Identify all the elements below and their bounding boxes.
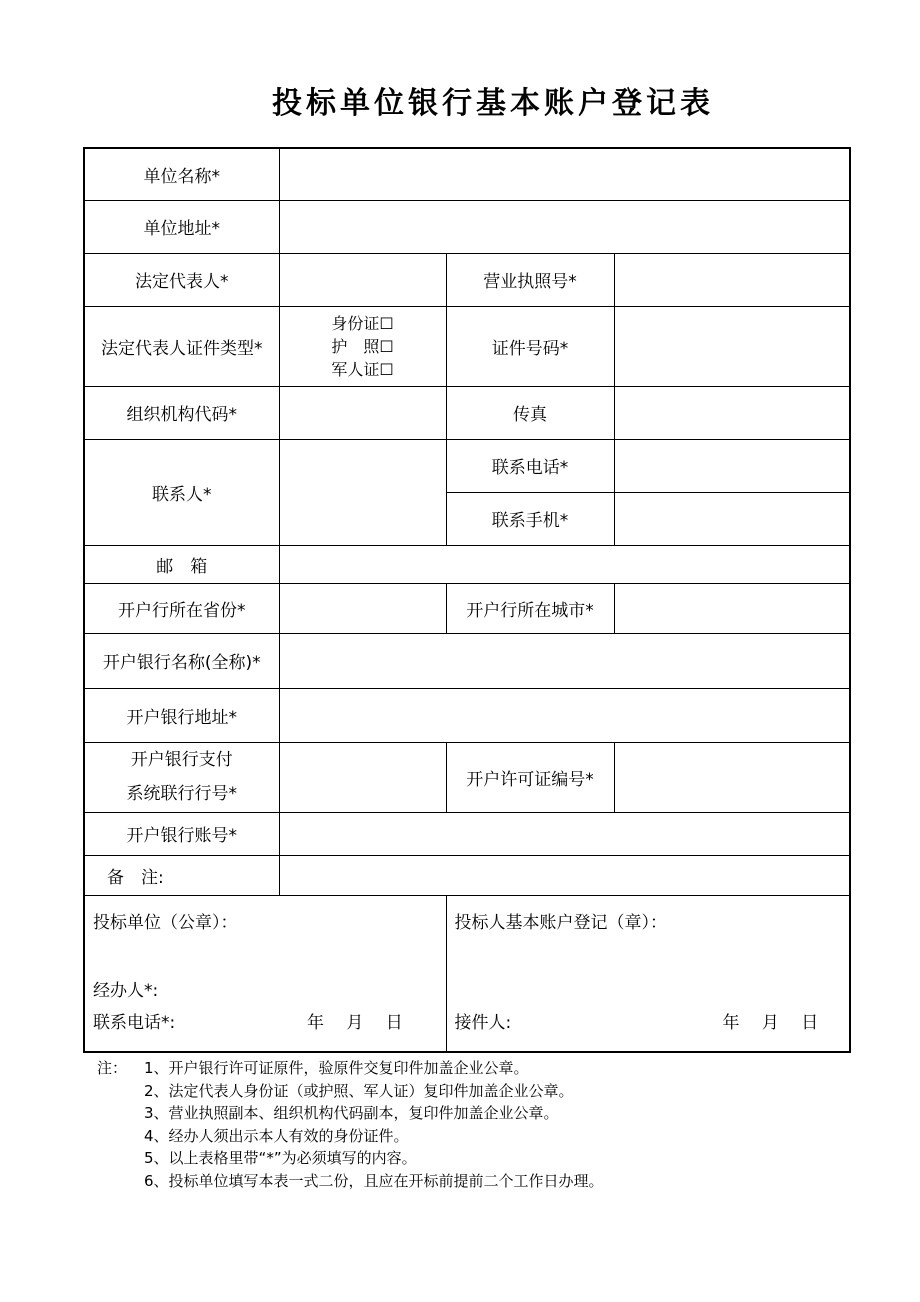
bank-city-label: 开户行所在城市* [446, 583, 614, 633]
mobile-label: 联系手机* [446, 492, 614, 545]
license-no-label: 营业执照号* [446, 253, 614, 306]
org-code-label: 组织机构代码* [84, 386, 279, 439]
left-date: 年 月 日 [307, 1012, 403, 1033]
notes-label: 注： [97, 1059, 128, 1077]
fax-field[interactable] [614, 386, 850, 439]
page-title: 投标单位银行基本账户登记表 [272, 86, 714, 121]
right-date: 年 月 日 [722, 1012, 819, 1033]
bank-address-field[interactable] [279, 688, 850, 742]
payment-system-no-field[interactable] [279, 742, 446, 812]
unit-address-label: 单位地址* [84, 200, 279, 253]
id-option-id-card[interactable]: 身份证☐ [331, 313, 394, 333]
bidder-seal-label: 投标单位（公章）： [93, 912, 238, 933]
bank-name-label: 开户银行名称(全称)* [84, 633, 279, 688]
handler-label: 经办人*: [93, 980, 159, 1001]
email-label: 邮 箱 [84, 545, 279, 583]
bank-name-field[interactable] [279, 633, 850, 688]
registration-form [83, 147, 851, 1053]
legal-id-type-label: 法定代表人证件类型* [84, 306, 279, 386]
contact-label: 联系人* [84, 439, 279, 545]
payment-system-no-line2: 系统联行行号* [126, 784, 237, 804]
left-phone-label: 联系电话*: [93, 1012, 176, 1033]
payment-system-no-label [84, 742, 279, 812]
bank-province-field[interactable] [279, 583, 446, 633]
registration-seal-label: 投标人基本账户登记（章）： [454, 912, 667, 933]
legal-rep-label: 法定代表人* [84, 253, 279, 306]
remark-field[interactable] [279, 855, 850, 895]
fax-label: 传真 [446, 386, 614, 439]
unit-address-field[interactable] [279, 200, 850, 253]
note-item: 4、经办人须出示本人有效的身份证件。 [144, 1126, 409, 1145]
receiver-label: 接件人: [454, 1012, 512, 1033]
payment-system-no-line1: 开户银行支付 [130, 750, 233, 770]
notes-section [97, 1057, 604, 1192]
unit-name-label: 单位名称* [84, 148, 279, 200]
permit-no-label: 开户许可证编号* [446, 742, 614, 812]
account-no-label: 开户银行账号* [84, 812, 279, 855]
bidder-seal-area[interactable] [84, 895, 446, 1052]
id-type-options [279, 306, 446, 386]
note-item: 6、投标单位填写本表一式二份，且应在开标前提前二个工作日办理。 [144, 1171, 604, 1190]
org-code-field[interactable] [279, 386, 446, 439]
mobile-field[interactable] [614, 492, 850, 545]
account-no-field[interactable] [279, 812, 850, 855]
id-number-label: 证件号码* [446, 306, 614, 386]
email-field[interactable] [279, 545, 850, 583]
id-option-passport[interactable]: 护 照☐ [331, 336, 394, 356]
id-number-field[interactable] [614, 306, 850, 386]
legal-rep-field[interactable] [279, 253, 446, 306]
unit-name-field[interactable] [279, 148, 850, 200]
phone-label: 联系电话* [446, 439, 614, 492]
note-item: 2、法定代表人身份证（或护照、军人证）复印件加盖企业公章。 [144, 1081, 574, 1100]
permit-no-field[interactable] [614, 742, 850, 812]
note-item: 5、以上表格里带“*”为必须填写的内容。 [144, 1149, 417, 1167]
bank-city-field[interactable] [614, 583, 850, 633]
remark-label: 备 注: [84, 855, 279, 895]
note-item: 3、营业执照副本、组织机构代码副本，复印件加盖企业公章。 [144, 1104, 559, 1122]
phone-field[interactable] [614, 439, 850, 492]
contact-field[interactable] [279, 439, 446, 545]
registration-seal-area[interactable] [446, 895, 850, 1052]
bank-address-label: 开户银行地址* [84, 688, 279, 742]
bank-province-label: 开户行所在省份* [84, 583, 279, 633]
note-item: 1、开户银行许可证原件，验原件交复印件加盖企业公章。 [144, 1059, 529, 1077]
id-option-military[interactable]: 军人证☐ [331, 359, 394, 379]
license-no-field[interactable] [614, 253, 850, 306]
